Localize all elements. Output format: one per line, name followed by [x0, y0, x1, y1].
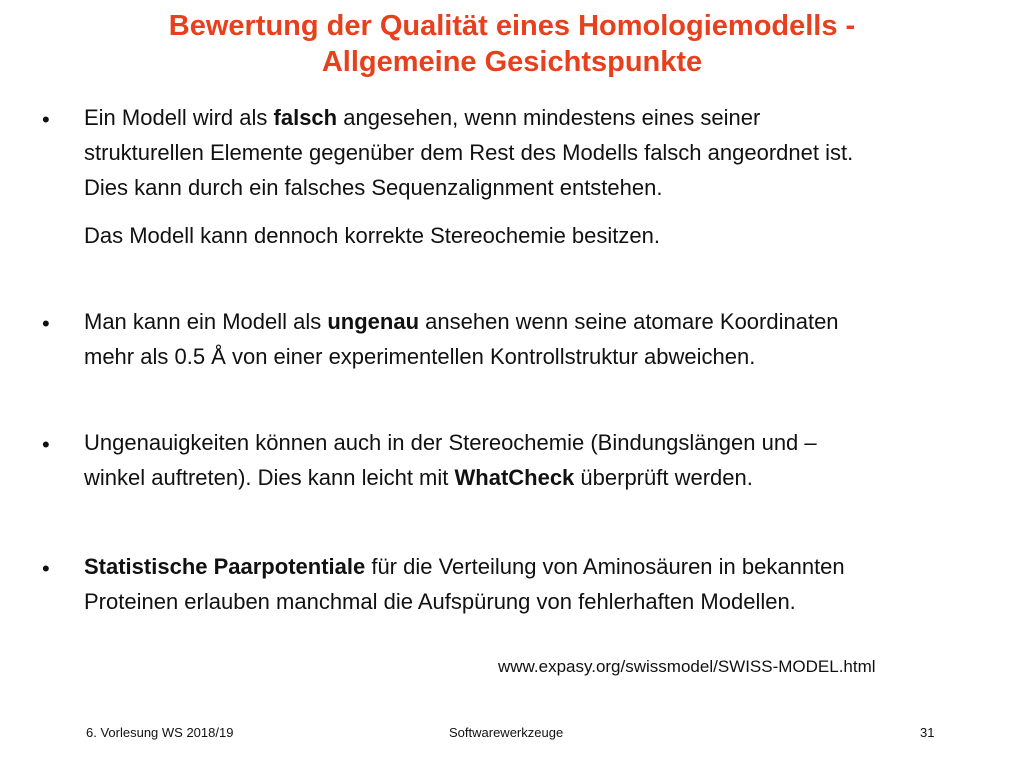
- text-run: für die Verteilung von Aminosäuren in bekannten: [365, 554, 845, 579]
- slide-title-line-2: Allgemeine Gesichtspunkte: [321, 46, 703, 78]
- reference-url: www.expasy.org/swissmodel/SWISS-MODEL.html: [498, 657, 876, 676]
- bullet-line: [84, 460, 984, 495]
- bold-term-whatcheck: WhatCheck: [454, 465, 575, 490]
- text-run: angesehen, wenn mindestens eines seiner: [337, 105, 761, 130]
- bullet-line: mehr als 0.5 Å von einer experimentellen Kontrollstruktur abweichen.: [84, 344, 756, 369]
- text-run: ansehen wenn seine atomare Koordinaten: [419, 309, 839, 334]
- bullet-line: [84, 304, 984, 339]
- bullet-marker: •: [42, 556, 50, 581]
- bullet-line: Proteinen erlauben manchmal die Aufspürung von fehlerhaften Modellen.: [84, 589, 796, 614]
- bullet-marker: •: [42, 311, 50, 336]
- text-run: überprüft werden.: [574, 465, 753, 490]
- bullet-line: Das Modell kann dennoch korrekte Stereochemie besitzen.: [84, 223, 660, 248]
- bullet-item-falsch: [84, 100, 984, 205]
- slide-title-line-1: Bewertung der Qualität eines Homologiemodells -: [168, 10, 856, 42]
- footer-course: 6. Vorlesung WS 2018/19: [86, 725, 234, 740]
- text-run: Man kann ein Modell als: [84, 309, 328, 334]
- footer-title: Softwarewerkzeuge: [449, 725, 564, 740]
- bullet-item-falsch-note: [84, 218, 984, 253]
- bullet-line: Dies kann durch ein falsches Sequenzalignment entstehen.: [84, 175, 663, 200]
- bold-term-ungenau: ungenau: [327, 309, 420, 334]
- bullet-item-paarpotentiale: [84, 549, 984, 619]
- bullet-item-ungenau: [84, 304, 984, 374]
- bullet-line: [84, 549, 984, 584]
- bullet-line: [84, 100, 984, 135]
- bold-term-paarpotentiale: Statistische Paarpotentiale: [84, 554, 366, 579]
- bullet-line: Ungenauigkeiten können auch in der Stereochemie (Bindungslängen und –: [84, 430, 817, 455]
- bullet-marker: •: [42, 107, 50, 132]
- slide-title: [40, 8, 984, 80]
- text-run: Ein Modell wird als: [84, 105, 274, 130]
- bold-term-falsch: falsch: [273, 105, 338, 130]
- text-run: winkel auftreten). Dies kann leicht mit: [84, 465, 455, 490]
- footer-page-number: 31: [920, 725, 935, 740]
- bullet-line: strukturellen Elemente gegenüber dem Rest des Modells falsch angeordnet ist.: [84, 140, 854, 165]
- bullet-marker: •: [42, 432, 50, 457]
- bullet-item-stereochemie: [84, 425, 984, 495]
